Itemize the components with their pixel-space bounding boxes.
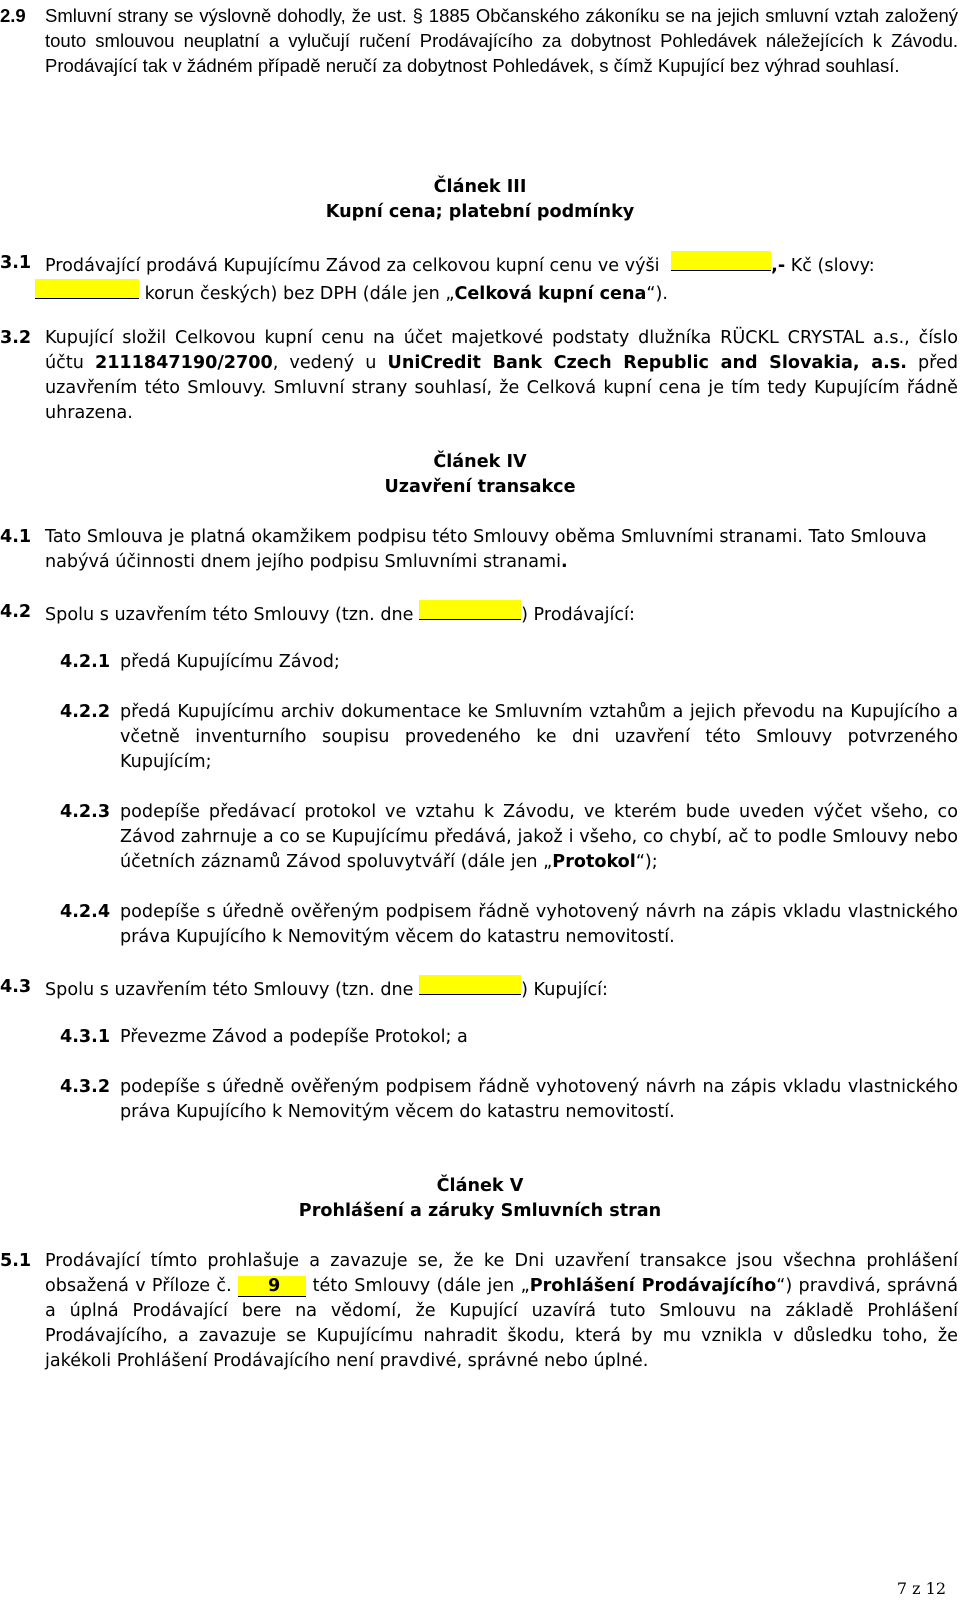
currency-text: Kč (slovy:: [790, 256, 875, 276]
defined-term: Prohlášení Prodávajícího: [529, 1276, 777, 1296]
clause-number: 4.2.2: [60, 702, 111, 722]
clause-4-2-2: [0, 700, 958, 775]
account-number: 2111847190/2700: [94, 353, 273, 373]
date-blank-field: [419, 600, 521, 620]
clause-text: [45, 600, 958, 628]
clause-number: 2.9: [0, 5, 26, 26]
clause-number: 4.2.3: [60, 802, 111, 822]
clause-text: [45, 1249, 958, 1374]
clause-number: 4.3.2: [60, 1077, 111, 1097]
clause-text: předá Kupujícímu archiv dokumentace ke Smluvním vztahům a jejich převodu na Kupujícího a včetně inventurního soupisu provedeného ke dni uzavření této Smlouvy potvrzeného Kupujícím;: [120, 702, 958, 772]
clause-text-part: Tato Smlouva je platná okamžikem podpisu této Smlouvy oběma Smluvními stranami. Tato Smlouva nabývá účinnosti dnem jejího podpisu Smluvními stranami: [45, 527, 927, 572]
clause-5-1: [0, 1249, 958, 1374]
clause-3-1: [0, 251, 958, 307]
page-number: 7 z 12: [896, 1579, 946, 1598]
clause-text-part: , vedený u: [272, 353, 377, 373]
clause-text-part: před uzavřením této Smlouvy. Smluvní strany souhlasí, že Celková kupní cena je tím tedy Kupujícím řádně uhrazena.: [45, 353, 959, 423]
article-4-subtitle: Uzavření transakce: [384, 477, 576, 497]
clause-4-1: [0, 525, 958, 575]
clause-text-part: “);: [635, 852, 658, 872]
clause-4-2-3: [0, 800, 958, 875]
clause-text-part: korun českých) bez DPH (dále jen „: [144, 284, 455, 304]
clause-text-part: Kupující složil Celkovou kupní cenu na účet majetkové podstaty dlužníka RÜCKL CRYSTAL a.s., číslo účtu: [45, 328, 958, 373]
clause-number: 4.1: [0, 527, 32, 547]
clause-text: [120, 800, 958, 875]
clause-text-part: této Smlouvy (dále jen „: [312, 1276, 530, 1296]
clause-text-part: Prodávající tímto prohlašuje a zavazuje se, že ke Dni uzavření transakce jsou všechna prohlášení obsažená v Příloze č.: [45, 1251, 958, 1296]
clause-number: 4.3.1: [60, 1027, 111, 1047]
clause-text: [45, 525, 958, 575]
clause-number: 4.2.4: [60, 902, 111, 922]
clause-4-2-4: [0, 900, 958, 950]
clause-4-3-2: [0, 1075, 958, 1125]
clause-number: 4.3: [0, 977, 32, 997]
clause-text-part: podepíše předávací protokol ve vztahu k Závodu, ve kterém bude uveden výčet všeho, co Závod zahrnuje a co se Kupujícímu předává, jakož i všeho, co chybí, ač to podle Smlouvy nebo účetních záznamů Závod spoluvytváří (dále jen „: [120, 802, 958, 872]
article-5-title: Článek V: [436, 1176, 524, 1196]
clause-text-part: Prodávající prodává Kupujícímu Závod za celkovou kupní cenu ve výši: [45, 256, 660, 276]
article-3-title: Článek III: [433, 177, 527, 197]
price-blank-field: [671, 251, 771, 271]
clause-4-2-1: [0, 650, 958, 675]
clause-text-part: ) Kupující:: [521, 980, 608, 1000]
clause-4-3-1: [0, 1025, 958, 1050]
clause-text: podepíše s úředně ověřeným podpisem řádně vyhotovený návrh na zápis vkladu vlastnického práva Kupujícího k Nemovitým věcem do katastru nemovitostí.: [120, 902, 958, 947]
clause-number: 3.2: [0, 328, 32, 348]
price-suffix: ,-: [771, 256, 786, 276]
defined-term: Celková kupní cena: [454, 284, 647, 304]
clause-text-part: “) pravdivá, správná a úplná Prodávající bere na vědomí, že Kupující uzavírá tuto Smlouvu na základě Prohlášení Prodávajícího, a zavazuje se Kupujícímu nahradit škodu, která by mu vznikla v důsledku toho, že jakékoli Prohlášení Prodávajícího není pravdivé, správné nebo úplné.: [45, 1276, 958, 1371]
article-3-subtitle: Kupní cena; platební podmínky: [325, 202, 635, 222]
clause-number: 3.1: [0, 253, 32, 273]
clause-4-3: [0, 975, 958, 1003]
clause-text: [45, 251, 958, 307]
clause-text-part: Spolu s uzavřením této Smlouvy (tzn. dne: [45, 980, 414, 1000]
clause-text-part: “).: [646, 284, 668, 304]
clause-3-2: [0, 326, 958, 426]
price-in-words-blank-field: [35, 279, 139, 299]
annex-number: 9: [238, 1276, 306, 1297]
clause-text: podepíše s úředně ověřeným podpisem řádně vyhotovený návrh na zápis vkladu vlastnického práva Kupujícího k Nemovitým věcem do katastru nemovitostí.: [120, 1077, 958, 1122]
article-5-subtitle: Prohlášení a záruky Smluvních stran: [298, 1201, 662, 1221]
clause-text-part: ) Prodávající:: [521, 605, 635, 625]
clause-text: [45, 975, 958, 1003]
clause-text: předá Kupujícímu Závod;: [120, 652, 340, 672]
defined-term: Protokol: [552, 852, 636, 872]
clause-text-part: .: [561, 552, 568, 572]
clause-4-2: [0, 600, 958, 628]
clause-text: Převezme Závod a podepíše Protokol; a: [120, 1027, 468, 1047]
article-4-title: Článek IV: [433, 452, 527, 472]
date-blank-field: [419, 975, 521, 995]
clause-text: [45, 326, 958, 426]
clause-number: 5.1: [0, 1251, 32, 1271]
bank-name: UniCredit Bank Czech Republic and Slovakia, a.s.: [387, 353, 907, 373]
clause-text-part: Spolu s uzavřením této Smlouvy (tzn. dne: [45, 605, 414, 625]
clause-2-9: [0, 3, 958, 78]
clause-number: 4.2: [0, 602, 32, 622]
clause-number: 4.2.1: [60, 652, 111, 672]
clause-text: Smluvní strany se výslovně dohodly, že ust. § 1885 Občanského zákoníku se na jejich smluvní vztah založený touto smlouvou neuplatní a vylučují ručení Prodávajícího za dobytnost Pohledávek náležejících k Závodu. Prodávající tak v žádném případě neručí za dobytnost Pohledávek, s čímž Kupující bez výhrad souhlasí.: [45, 5, 958, 76]
